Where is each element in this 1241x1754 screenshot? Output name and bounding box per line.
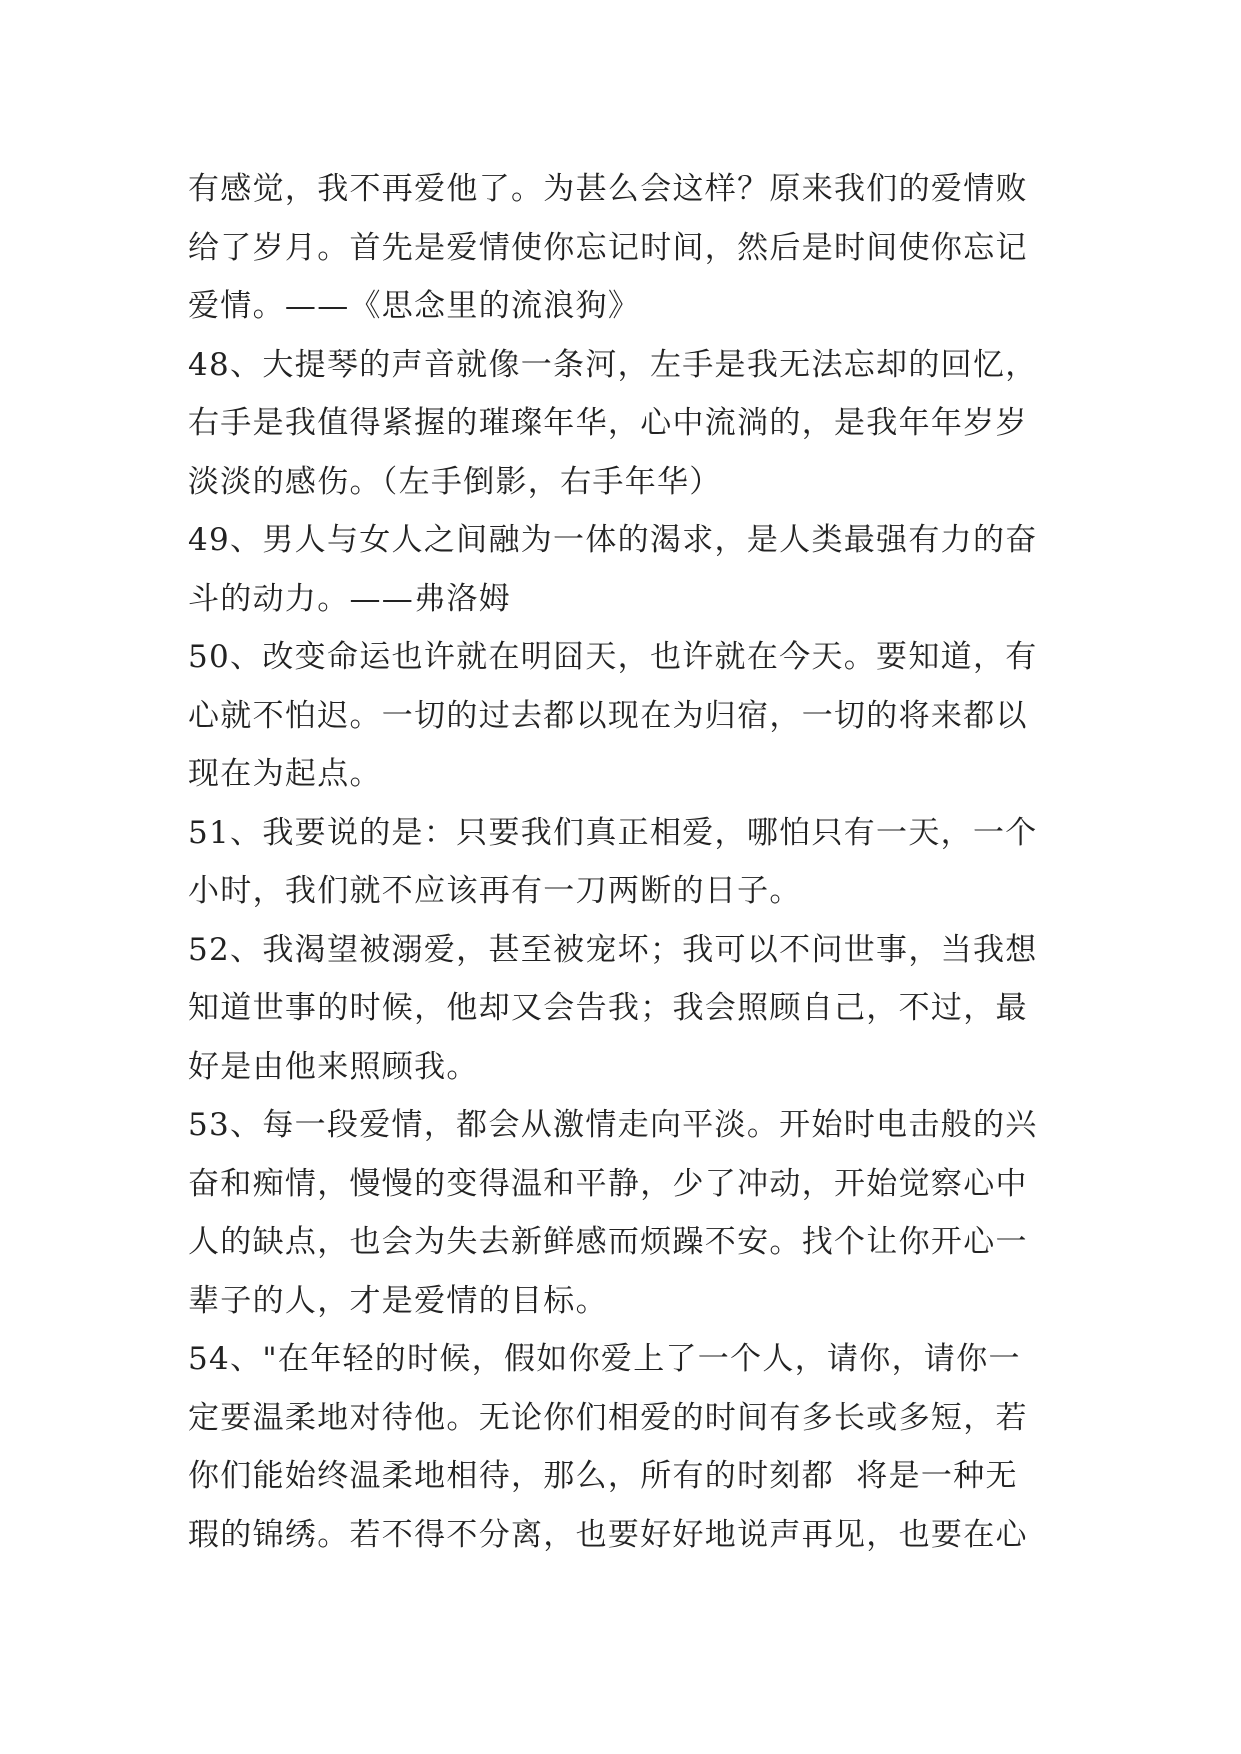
text-line: 定要温柔地对待他。无论你们相爱的时间有多长或多短，若 (188, 1399, 1028, 1436)
text-line: 51、我要说的是：只要我们真正相爱，哪怕只有一天，一个 (188, 814, 1038, 851)
text-line: 52、我渴望被溺爱，甚至被宠坏；我可以不问世事，当我想 (188, 931, 1038, 968)
text-line: 瑕的锦绣。若不得不分离，也要好好地说声再见，也要在心 (188, 1516, 1028, 1553)
text-line: 给了岁月。首先是爱情使你忘记时间，然后是时间使你忘记 (188, 229, 1028, 266)
text-line: 爱情。——《思念里的流浪狗》 (188, 288, 641, 324)
text-line: 54、"在年轻的时候，假如你爱上了一个人，请你，请你一 (188, 1341, 1021, 1377)
document-body (188, 160, 1068, 1564)
text-line: 奋和痴情，慢慢的变得温和平静，少了冲动，开始觉察心中 (188, 1165, 1028, 1202)
text-line: 好是由他来照顾我。 (188, 1048, 479, 1085)
text-line: 斗的动力。——弗洛姆 (188, 580, 511, 617)
text-line: 右手是我值得紧握的璀璨年华，心中流淌的，是我年年岁岁 (188, 405, 1028, 441)
text-line: 淡淡的感伤。（左手倒影，右手年华） (188, 463, 722, 500)
text-line: 小时，我们就不应该再有一刀两断的日子。 (188, 873, 802, 909)
text-line: 心就不怕迟。一切的过去都以现在为归宿，一切的将来都以 (188, 697, 1028, 734)
text-line: 53、每一段爱情，都会从激情走向平淡。开始时电击般的兴 (188, 1107, 1038, 1143)
text-line: 辈子的人，才是爱情的目标。 (188, 1282, 608, 1319)
text-line: 人的缺点，也会为失去新鲜感而烦躁不安。找个让你开心一 (188, 1224, 1028, 1260)
text-line: 50、改变命运也许就在明囧天，也许就在今天。要知道，有 (188, 639, 1038, 675)
text-line: 48、大提琴的声音就像一条河，左手是我无法忘却的回忆， (188, 346, 1038, 383)
text-line: 现在为起点。 (188, 756, 382, 792)
text-line: 知道世事的时候，他却又会告我；我会照顾自己，不过，最 (188, 990, 1028, 1026)
text-line: 49、男人与女人之间融为一体的渴求，是人类最强有力的奋 (188, 522, 1038, 558)
text-line: 你们能始终温柔地相待，那么，所有的时刻都 将是一种无 (188, 1458, 1018, 1494)
text-line: 有感觉，我不再爱他了。为甚么会这样？原来我们的爱情败 (188, 171, 1028, 207)
